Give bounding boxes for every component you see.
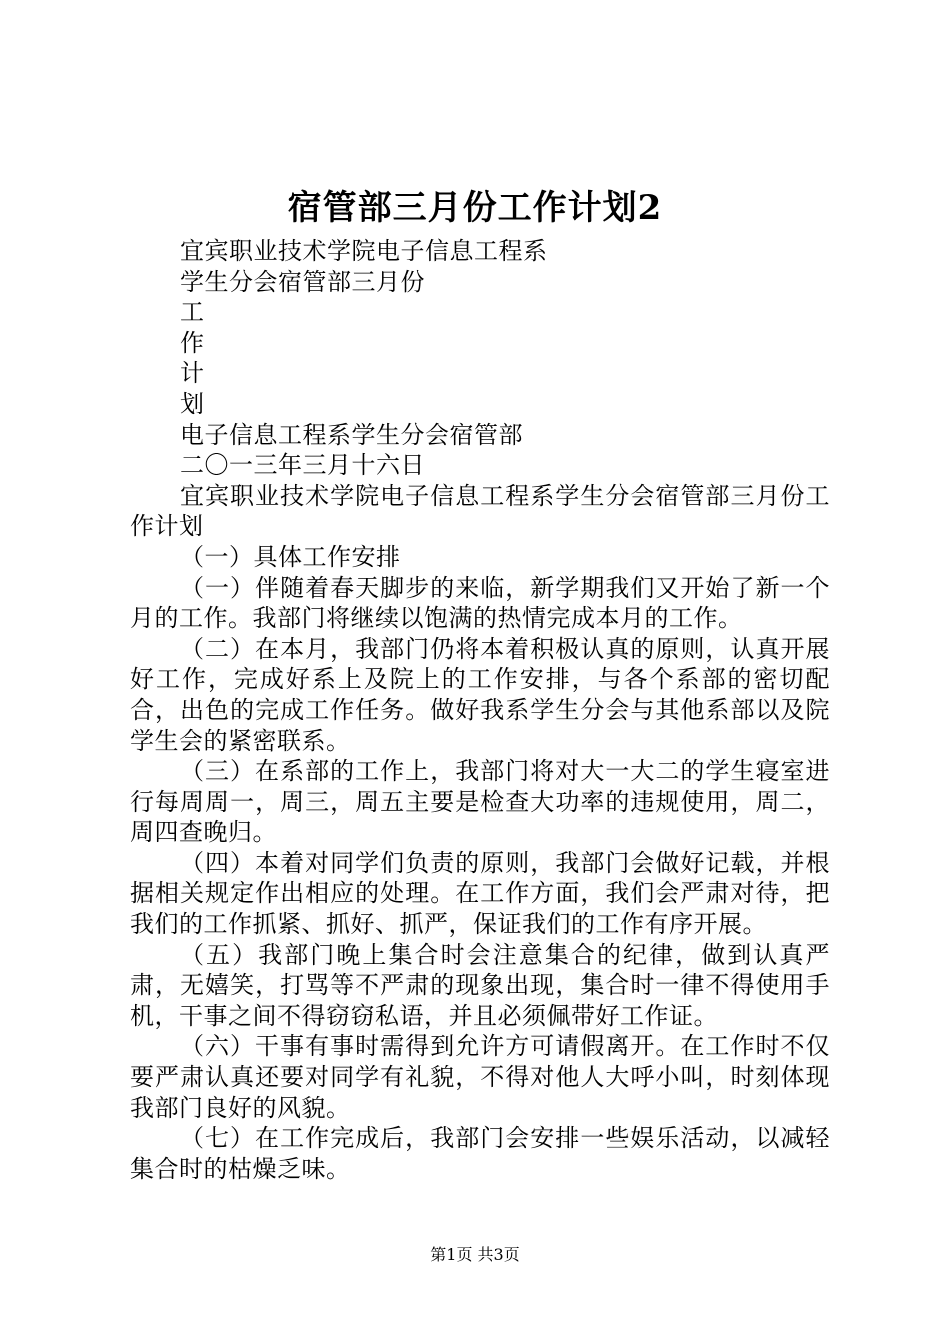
cover-line-char: 计 <box>180 359 205 388</box>
cover-line-char: 划 <box>180 389 205 418</box>
paragraph-heading: 宜宾职业技术学院电子信息工程系学生分会宿管部三月份工作计划 <box>130 481 830 541</box>
paragraph: （七）在工作完成后，我部门会安排一些娱乐活动，以减轻集合时的枯燥乏味。 <box>130 1124 830 1183</box>
page-footer: 第1页 共3页 <box>430 1245 520 1264</box>
cover-line-department: 学生分会宿管部三月份 <box>180 267 425 296</box>
paragraph: （五）我部门晚上集合时会注意集合的纪律，做到认真严肃，无嬉笑，打骂等不严肃的现象出现，集合时一律不得使用手机，干事之间不得窃窃私语，并且必须佩带好工作证。 <box>130 940 830 1030</box>
document-title: 宿管部三月份工作计划2 <box>287 188 663 228</box>
document-body <box>130 236 830 1184</box>
paragraph: （四）本着对同学们负责的原则，我部门会做好记载，并根据相关规定作出相应的处理。在工作方面，我们会严肃对待，把我们的工作抓紧、抓好、抓严，保证我们的工作有序开展。 <box>130 848 830 939</box>
cover-line-author: 电子信息工程系学生分会宿管部 <box>180 420 523 449</box>
paragraph: （六）干事有事时需得到允许方可请假离开。在工作时不仅要严肃认真还要对同学有礼貌，不得对他人大呼小叫，时刻体现我部门良好的风貌。 <box>130 1032 830 1122</box>
cover-line-school: 宜宾职业技术学院电子信息工程系 <box>180 237 548 265</box>
paragraph: （一）伴随着春天脚步的来临，新学期我们又开始了新一个月的工作。我部门将继续以饱满的热情完成本月的工作。 <box>130 573 830 633</box>
section-heading: （一）具体工作安排 <box>180 542 401 571</box>
cover-line-date: 二〇一三年三月十六日 <box>180 451 425 480</box>
paragraph: （二）在本月，我部门仍将本着积极认真的原则，认真开展好工作，完成好系上及院上的工作安排，与各个系部的密切配合，出色的完成工作任务。做好我系学生分会与其他系部以及院学生会的紧密联系。 <box>130 634 830 755</box>
cover-line-char: 作 <box>180 328 205 357</box>
paragraph: （三）在系部的工作上，我部门将对大一大二的学生寝室进行每周周一，周三，周五主要是检查大功率的违规使用，周二，周四查晚归。 <box>130 757 830 847</box>
cover-line-char: 工 <box>180 298 205 327</box>
